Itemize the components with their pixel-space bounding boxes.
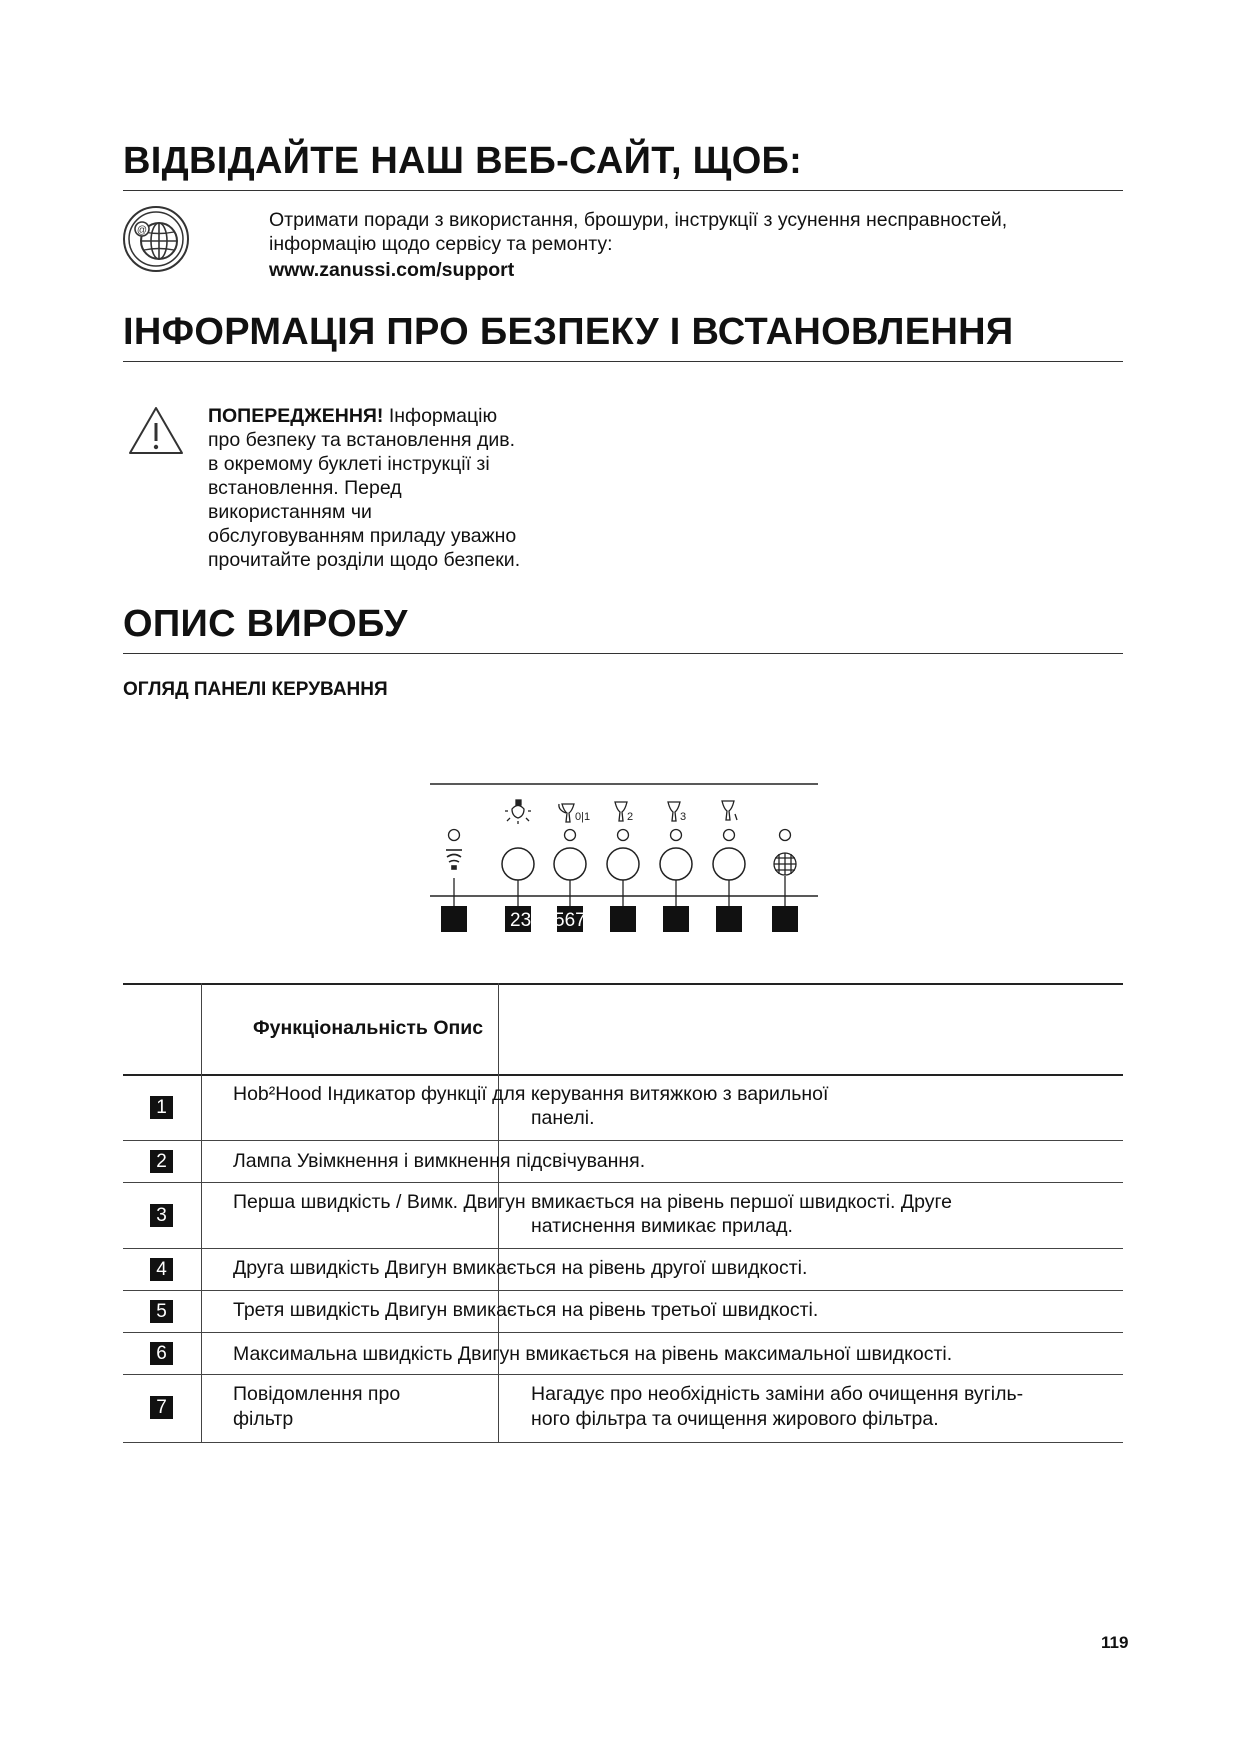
lamp-icon: [505, 800, 531, 824]
table-rule: [123, 1248, 1123, 1249]
row-number-badge: 7: [150, 1396, 173, 1419]
row-number-badge: 1: [150, 1096, 173, 1119]
row-function-text: Повідомлення про: [233, 1383, 401, 1405]
panel-marker-label: 23: [510, 910, 532, 931]
hob2hood-led: [449, 830, 460, 841]
table-rule: [123, 983, 1123, 985]
panel-marker-5: [663, 906, 689, 932]
website-heading: ВІДВІДАЙТЕ НАШ ВЕБ-САЙТ, ЩОБ:: [123, 140, 803, 182]
fan-speed-2-icon: [615, 802, 627, 821]
panel-marker-6: [716, 906, 742, 932]
speed-subscript: 3: [680, 811, 687, 823]
table-rule: [201, 983, 202, 1443]
row-function-text: фільтр: [233, 1408, 294, 1430]
row-function-text: Hob²Hood Індикатор функції для керування витяжкою з варильної: [233, 1083, 829, 1105]
table-rule: [123, 1140, 1123, 1141]
warning-text: обслуговуванням приладу уважно: [208, 525, 517, 547]
fan-max-icon: [722, 801, 737, 820]
row-description-text: ного фільтра та очищення жирового фільтра.: [531, 1408, 939, 1430]
speed-max-led: [724, 830, 735, 841]
warning-text: прочитайте розділи щодо безпеки.: [208, 549, 521, 571]
heading-rule: [123, 190, 1123, 191]
speed-1-led: [565, 830, 576, 841]
row-number-badge: 4: [150, 1258, 173, 1281]
table-header: Функціональність Опис: [253, 1017, 484, 1039]
fan-speed-1-icon: [559, 804, 574, 822]
panel-marker-label: 567: [554, 910, 586, 931]
website-text-line2: інформацію щодо сервісу та ремонту:: [269, 233, 613, 255]
speed-subscript: 0|1: [575, 811, 591, 823]
hob2hood-icon: [446, 850, 462, 869]
heading-rule: [123, 361, 1123, 362]
support-url-link[interactable]: www.zanussi.com/support: [269, 259, 515, 281]
speed-max-button[interactable]: [713, 848, 745, 880]
speed-1-button[interactable]: [554, 848, 586, 880]
warning-text: в окремому буклеті інструкції зі: [208, 453, 490, 475]
filter-grid-icon: [774, 853, 796, 875]
warning-text: про безпеку та встановлення див.: [208, 429, 516, 451]
filter-led: [780, 830, 791, 841]
row-function-text: Лампа Увімкнення і вимкнення підсвічування.: [233, 1150, 646, 1172]
table-rule: [123, 1182, 1123, 1183]
page-number: 119: [1101, 1633, 1129, 1652]
fan-speed-3-icon: [668, 802, 680, 821]
row-number-badge: 2: [150, 1150, 173, 1173]
row-function-text: Перша швидкість / Вимк. Двигун вмикається на рівень першої швидкості. Друге: [233, 1191, 952, 1213]
heading-rule: [123, 653, 1123, 654]
speed-subscript: 2: [627, 811, 634, 823]
warning-text: Інформацію: [383, 405, 498, 427]
table-rule: [123, 1290, 1123, 1291]
row-number-badge: 5: [150, 1300, 173, 1323]
warning-triangle-icon: [127, 405, 185, 457]
svg-text:@: @: [136, 225, 148, 236]
safety-heading: ІНФОРМАЦІЯ ПРО БЕЗПЕКУ І ВСТАНОВЛЕННЯ: [123, 311, 1014, 353]
row-description-text: натиснення вимикає прилад.: [531, 1215, 793, 1237]
row-description-text: панелі.: [531, 1107, 595, 1129]
panel-marker-1: [441, 906, 467, 932]
function-table: [123, 983, 1123, 1443]
panel-marker-7: [772, 906, 798, 932]
lamp-button[interactable]: [502, 848, 534, 880]
table-rule: [123, 1332, 1123, 1333]
warning-label: ПОПЕРЕДЖЕННЯ!: [208, 405, 384, 427]
row-description-text: Нагадує про необхідність заміни або очищення вугіль-: [531, 1383, 1024, 1405]
speed-2-button[interactable]: [607, 848, 639, 880]
panel-marker-4: [610, 906, 636, 932]
row-function-text: Третя швидкість Двигун вмикається на рівень третьої швидкості.: [233, 1299, 819, 1321]
web-globe-icon: [121, 204, 191, 274]
warning-text: встановлення. Перед: [208, 477, 402, 499]
product-heading: ОПИС ВИРОБУ: [123, 603, 408, 645]
control-panel-diagram: [428, 780, 823, 940]
speed-3-button[interactable]: [660, 848, 692, 880]
row-number-badge: 3: [150, 1204, 173, 1227]
row-number-badge: 6: [150, 1342, 173, 1365]
website-text-line1: Отримати поради з використання, брошури, інструкції з усунення несправностей,: [269, 209, 1008, 231]
speed-3-led: [671, 830, 682, 841]
table-rule: [123, 1374, 1123, 1375]
row-function-text: Максимальна швидкість Двигун вмикається на рівень максимальної швидкості.: [233, 1343, 953, 1365]
control-panel-subtitle: ОГЛЯД ПАНЕЛІ КЕРУВАННЯ: [123, 679, 388, 700]
speed-2-led: [618, 830, 629, 841]
table-rule: [123, 1442, 1123, 1443]
row-function-text: Друга швидкість Двигун вмикається на рівень другої швидкості.: [233, 1257, 808, 1279]
table-rule: [123, 1074, 1123, 1076]
warning-text: використанням чи: [208, 501, 372, 523]
